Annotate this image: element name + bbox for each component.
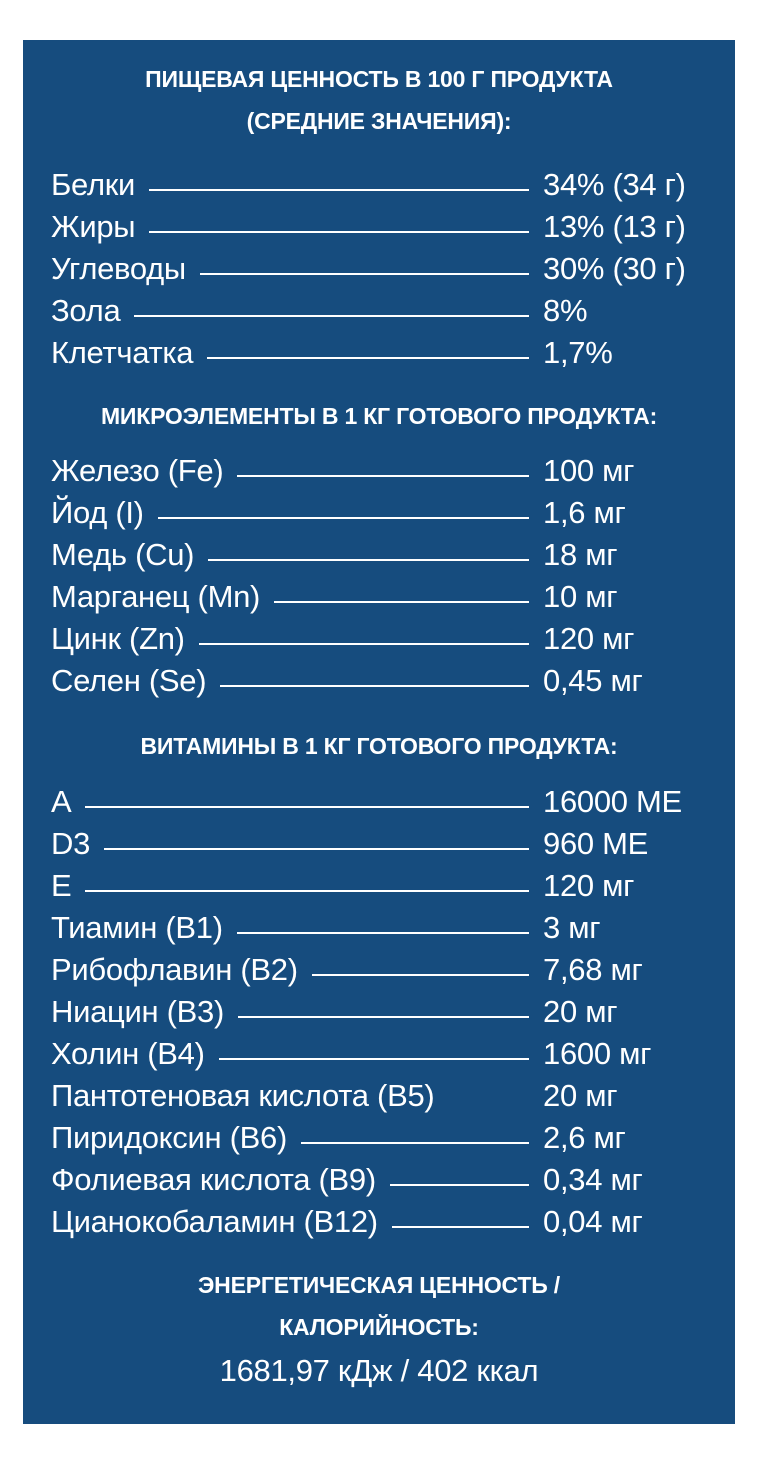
row-value: 1,7% [543, 335, 613, 370]
microelement-row [51, 618, 721, 660]
vitamin-row [51, 781, 721, 823]
nutrition-row [51, 164, 721, 206]
row-value: 1,6 мг [543, 495, 626, 530]
row-value: 960 МЕ [543, 826, 649, 861]
leader-line [301, 1142, 529, 1144]
row-label: Жиры [51, 209, 136, 244]
row-value: 3 мг [543, 910, 601, 945]
row-label: Клетчатка [51, 335, 194, 370]
row-label: D3 [51, 826, 91, 861]
row-value: 0,34 мг [543, 1162, 643, 1197]
vitamin-row [51, 1201, 721, 1243]
leader-line [149, 231, 529, 233]
nutrition-row [51, 290, 721, 332]
row-label: Зола [51, 293, 121, 328]
leader-line [207, 357, 529, 359]
row-value: 10 мг [543, 579, 618, 614]
leader-line [134, 315, 529, 317]
row-label: Холин (B4) [51, 1036, 205, 1071]
leader-line [199, 643, 529, 645]
vitamin-row [51, 823, 721, 865]
row-label: Медь (Cu) [51, 537, 195, 572]
row-label: Пантотеновая кислота (B5) [51, 1078, 435, 1113]
microelement-row [51, 576, 721, 618]
leader-line [104, 848, 529, 850]
row-label: Йод (I) [51, 495, 144, 530]
leader-line [274, 601, 529, 603]
row-label: Цинк (Zn) [51, 621, 185, 656]
row-value: 2,6 мг [543, 1120, 626, 1155]
leader-line [237, 932, 529, 934]
row-value: 16000 МЕ [543, 784, 682, 819]
row-value: 120 мг [543, 868, 635, 903]
energy-heading-line1: ЭНЕРГЕТИЧЕСКАЯ ЦЕННОСТЬ / [198, 1272, 560, 1298]
nutrition-heading-line2: (СРЕДНИЕ ЗНАЧЕНИЯ): [246, 108, 512, 134]
row-value: 18 мг [543, 537, 618, 572]
microelement-row [51, 450, 721, 492]
row-label: Рибофлавин (B2) [51, 952, 298, 987]
leader-line [200, 273, 529, 275]
leader-line [85, 806, 529, 808]
row-value: 30% (30 г) [543, 251, 686, 286]
row-label: Пиридоксин (B6) [51, 1120, 288, 1155]
vitamin-row [51, 949, 721, 991]
leader-line [158, 517, 529, 519]
row-label: Белки [51, 167, 136, 202]
row-label: Марганец (Mn) [51, 579, 261, 614]
row-label: Железо (Fe) [51, 453, 224, 488]
vitamins-heading: ВИТАМИНЫ В 1 КГ ГОТОВОГО ПРОДУКТА: [140, 733, 618, 759]
leader-line [238, 1016, 529, 1018]
row-value: 120 мг [543, 621, 635, 656]
vitamin-row [51, 1075, 721, 1117]
leader-line [220, 685, 529, 687]
nutrition-row [51, 248, 721, 290]
vitamin-row [51, 991, 721, 1033]
row-value: 0,45 мг [543, 663, 643, 698]
row-label: Селен (Se) [51, 663, 207, 698]
row-value: 20 мг [543, 994, 618, 1029]
row-value: 20 мг [543, 1078, 618, 1113]
leader-line [390, 1184, 529, 1186]
row-value: 8% [543, 293, 588, 328]
microelement-row [51, 534, 721, 576]
microelement-row [51, 660, 721, 702]
row-value: 100 мг [543, 453, 635, 488]
leader-line [208, 559, 529, 561]
microelements-heading: МИКРОЭЛЕМЕНТЫ В 1 КГ ГОТОВОГО ПРОДУКТА: [100, 403, 658, 429]
leader-line [442, 1100, 535, 1102]
nutrition-heading-line1: ПИЩЕВАЯ ЦЕННОСТЬ В 100 Г ПРОДУКТА [145, 66, 613, 92]
leader-line [149, 189, 529, 191]
row-label: A [51, 784, 72, 819]
nutrition-row [51, 332, 721, 374]
nutrition-row [51, 206, 721, 248]
row-label: Цианокобаламин (B12) [51, 1204, 378, 1239]
row-value: 34% (34 г) [543, 167, 686, 202]
vitamin-row [51, 1159, 721, 1201]
row-label: Ниацин (B3) [51, 994, 225, 1029]
row-label: Фолиевая кислота (B9) [51, 1162, 376, 1197]
row-value: 1600 мг [543, 1036, 652, 1071]
energy-value: 1681,97 кДж / 402 ккал [219, 1353, 539, 1388]
leader-line [312, 974, 529, 976]
leader-line [85, 890, 529, 892]
row-label: Углеводы [51, 251, 186, 286]
vitamin-row [51, 907, 721, 949]
energy-heading-line2: КАЛОРИЙНОСТЬ: [279, 1314, 479, 1340]
vitamin-row [51, 865, 721, 907]
vitamin-row [51, 1033, 721, 1075]
nutrition-panel [23, 40, 735, 1424]
row-label: E [51, 868, 72, 903]
row-value: 7,68 мг [543, 952, 643, 987]
row-value: 13% (13 г) [543, 209, 686, 244]
vitamin-row [51, 1117, 721, 1159]
row-value: 0,04 мг [543, 1204, 643, 1239]
row-label: Тиамин (B1) [51, 910, 223, 945]
microelement-row [51, 492, 721, 534]
leader-line [392, 1226, 529, 1228]
leader-line [237, 475, 529, 477]
leader-line [219, 1058, 529, 1060]
